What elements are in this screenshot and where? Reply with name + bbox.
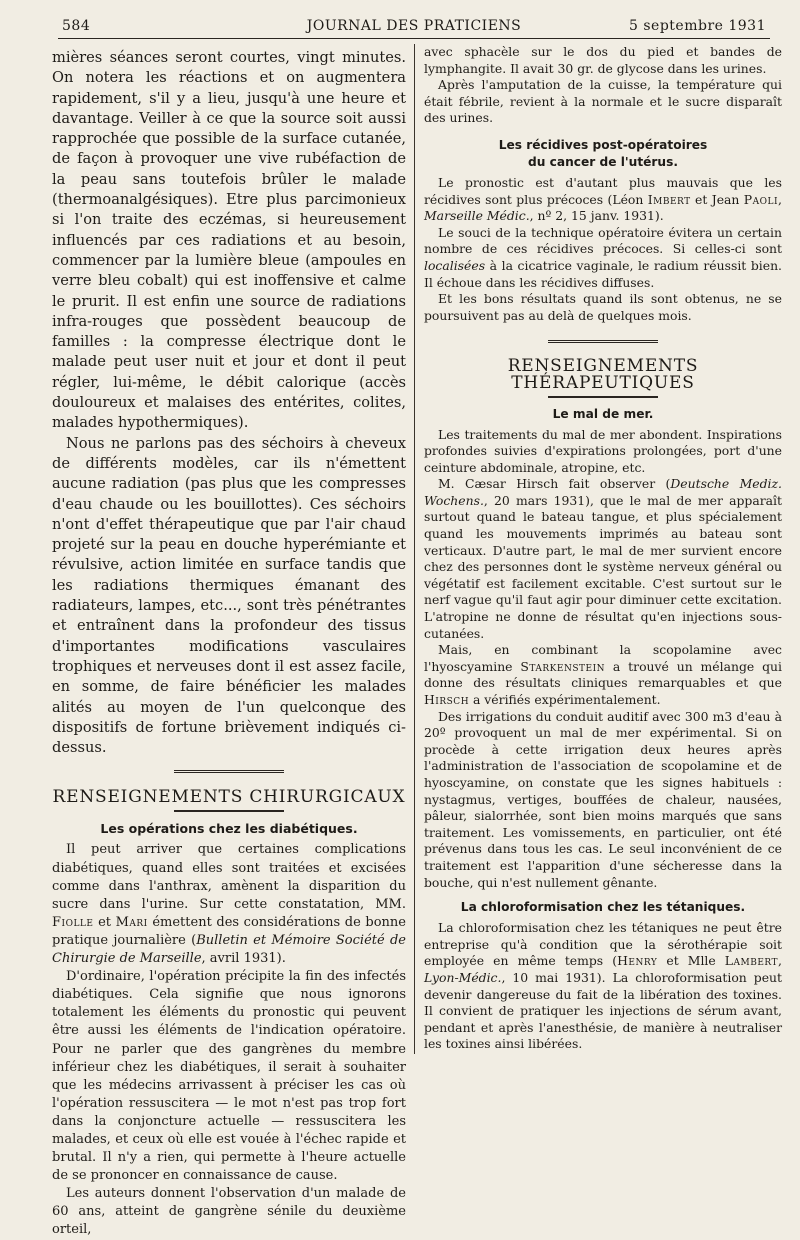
- author-name: Fiolle: [52, 914, 94, 930]
- paragraph: La chloroformisation chez les tétaniques ne peut être entreprise qu'à condition que la sérothérapie soit employée en même temps (Henry et Mlle Lambert, Lyon-Médic., 10 mai 1931). La chloroformisation peut devenir dangereuse du fait de la libération des toxines. Il convient de pratiquer les injections de sérum avant, pendant et après l'anesthésie, de manière à neutraliser les toxines ainsi libérées.: [424, 920, 782, 1052]
- paragraph: M. Cæsar Hirsch fait observer (Deutsche Mediz. Wochens., 20 mars 1931), que le mal de mer apparaît surtout quand le bateau tangue, et plus spécialement quand les mouvements imprimés au bateau sont verticaux. D'autre part, le mal de mer survient encore chez des personnes dont le système nerveux général ou végétatif est facilement excitable. C'est surtout sur le nerf vague qu'il faut agir pour diminuer cette excitation. L'atropine ne donne de résultat qu'en injections sous-cutanées.: [424, 476, 782, 641]
- section-separator: [174, 770, 284, 774]
- paragraph: Des irrigations du conduit auditif avec 300 m3 d'eau à 20º provoquent un mal de mer expérimental. Si on procède à cette irrigation deux heures après l'administration de l'association de scopolamine et de hyoscyamine, on constate que les signes habituels : nystagmus, vertiges, bouffées de chaleur, nausées, pâleur, sialorrhée, sont bien moins marqués que sans traitement. Les vomissements, en particulier, ont été prévenus dans tous les cas. Le seul inconvénient de ce traitement est l'apparition d'une sécheresse dans la bouche, qui n'est nullement gênante.: [424, 708, 782, 890]
- author-name: Paoli: [743, 191, 779, 207]
- paragraph: Le pronostic est d'autant plus mauvais que les récidives sont plus précoces (Léon Imbert et Jean Paoli, Marseille Médic., nº 2, 15 janv. 1931).: [424, 174, 782, 224]
- section-separator: [548, 340, 658, 344]
- paragraph: Et les bons résultats quand ils sont obtenus, ne se poursuivent pas au delà de quelques mois.: [424, 291, 782, 323]
- column-divider: [414, 44, 415, 1054]
- subsection-title: Les opérations chez les diabétiques.: [100, 821, 358, 837]
- paragraph: Il peut arriver que certaines complications diabétiques, quand elles sont traitées et excisées comme dans l'anthrax, amènent la disparition du sucre dans l'urine. Sur cette constatation, MM. Fiolle et Mari émettent des considérations de bonne pratique journalière (Bulletin et Mémoire Société de Chirurgie de Marseille, avril 1931).: [52, 842, 406, 967]
- author-name: Henry: [617, 953, 658, 969]
- paragraph: Mais, en combinant la scopolamine avec l'hyoscyamine Starkenstein a trouvé un mélange qui donne des résultats cliniques remarquables et que Hirsch a vérifiés expérimentalement.: [424, 642, 782, 707]
- citation: Deutsche Mediz. Wochens.: [424, 476, 782, 508]
- paragraph: Après l'amputation de la cuisse, la température qui était fébrile, revient à la normale et le sucre disparaît des urines.: [424, 77, 782, 126]
- issue-date: 5 septembre 1931: [629, 18, 766, 34]
- left-column: [52, 48, 406, 1240]
- citation: Lyon-Médic.: [424, 969, 502, 985]
- author-name: Imbert: [647, 191, 691, 207]
- paragraph: Les auteurs donnent l'observation d'un malade de 60 ans, atteint de gangrène sénile du deuxième orteil,: [52, 1186, 406, 1238]
- page-header: [62, 16, 766, 38]
- citation: Marseille Médic.: [424, 208, 530, 224]
- paragraph: Le souci de la technique opératoire évitera un certain nombre de ces récidives précoces. Si celles-ci sont localisées à la cicatrice vaginale, le radium réussit bien. Il échoue dans les récidives diffuses.: [424, 224, 782, 290]
- right-column: [424, 44, 782, 1053]
- journal-title: JOURNAL DES PRATICIENS: [306, 18, 522, 34]
- section-title-therapeutiques: RENSEIGNEMENTS THÉRAPEUTIQUES: [507, 356, 699, 393]
- subsection-title: Le mal de mer.: [552, 406, 654, 421]
- subsection-title: Les récidives post-opératoires du cancer de l'utérus.: [498, 137, 708, 169]
- author-name: Starkenstein: [520, 658, 606, 674]
- subsection-title: La chloroformisation chez les tétaniques.: [460, 900, 746, 915]
- section-title-chirurgicaux: RENSEIGNEMENTS CHIRURGICAUX: [52, 787, 406, 808]
- author-name: Mari: [115, 914, 148, 930]
- section-title-underline: [548, 396, 658, 398]
- paragraph: D'ordinaire, l'opération précipite la fin des infectés diabétiques. Cela signifie que nous ignorons totalement les éléments du pronostic qui peuvent être aussi les éléments de l'indication opératoire. Pour ne parler que des gangrènes du membre inférieur chez les diabétiques, il serait à souhaiter que les médecins arrivassent à préciser les cas où l'opération ressuscitera — le mot n'est pas trop fort dans la conjoncture actuelle — ressuscitera les malades, et ceux où elle est vouée à l'échec rapide et brutal. Il n'y a rien, qui permette à l'heure actuelle de se prononcer en connaissance de cause.: [52, 969, 406, 1184]
- paragraph: avec sphacèle sur le dos du pied et bandes de lymphangite. Il avait 30 gr. de glycose dans les urines.: [424, 44, 782, 76]
- paragraph: Les traitements du mal de mer abondent. Inspirations profondes suivies d'expirations prolongées, port d'une ceinture abdominale, atropine, etc.: [424, 426, 782, 475]
- paragraph: Nous ne parlons pas des séchoirs à cheveux de différents modèles, car ils n'émettent aucune radiation (pas plus que les compresses d'eau chaude ou les bouillottes). Ces séchoirs n'ont d'effet thérapeutique que par l'air chaud projeté sur la peau en douche hyperémiante et révulsive, action limitée en surface tandis que les radiations thermiques émanant des radiateurs, lampes, etc..., sont très pénétrantes et entraînent dans la profondeur des tissus d'importantes modifications vasculaires trophiques et nerveuses dont il est assez facile, en somme, de faire bénéficier les malades alités au moyen de l'un quelconque des dispositifs de fortune brièvement indiqués ci-dessus.: [52, 434, 406, 757]
- citation: Bulletin et Mémoire Société de Chirurgie de Marseille: [52, 932, 406, 967]
- author-name: Lambert: [724, 953, 779, 969]
- section-title-underline: [174, 810, 284, 812]
- header-rule: [58, 38, 770, 39]
- page-number: 584: [62, 18, 91, 34]
- paragraph: mières séances seront courtes, vingt minutes. On notera les réactions et on augmentera rapidement, s'il y a lieu, jusqu'à une heure et davantage. Veiller à ce que la source soit aussi rapprochée que possible de la surface cutanée, de façon à provoquer une vive rubéfaction de la peau sans toutefois brûler le malade (thermoanalgésiques). Etre plus parcimonieux si l'on traite des eczémas, si heureusement influencés par ces radiations et au besoin, commencer par la lumière bleue (ampoules en verre bleu cobalt) qui est inoffensive et calme le prurit. Il est enfin une source de radiations infra-rouges que possèdent beaucoup de familles : la compresse électrique dont le malade peut user nuit et jour et dont il peut régler, lui-même, le débit calorique (accès douloureux et malaises des entérites, colites, malades hypothermiques).: [52, 49, 406, 432]
- author-name: Hirsch: [424, 692, 470, 707]
